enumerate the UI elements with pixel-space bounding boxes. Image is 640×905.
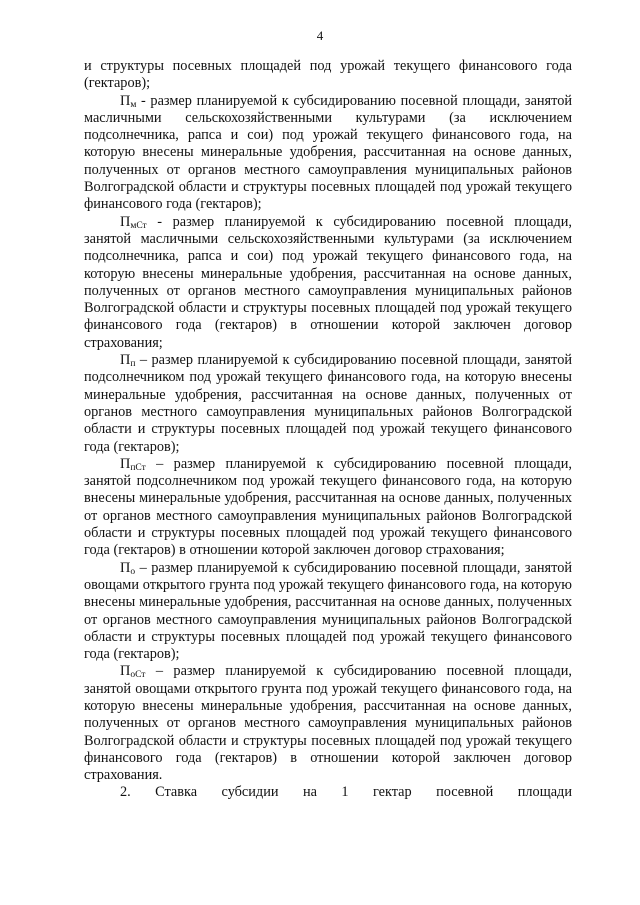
page-number: 4 xyxy=(316,28,324,43)
paragraph-text: – размер планируемой к субсидированию посевной площади, занятой подсолнечником под урожай текущего финансового года, на которую внесены минеральные удобрения, рассчитанная на основе данных, полученных от органов местного самоуправления муниципальных районов Волгоградской области и структуры посевных площадей под урожай текущего финансового года (гектаров); xyxy=(84,352,572,455)
paragraph-text: - размер планируемой к субсидированию посевной площади, занятой масличными сельскохозяйственными культурами (за исключением подсолнечника, рапса и сои) под урожай текущего финансового года, на которую внесены минеральные удобрения, рассчитанная на основе данных, полученных от органов местного самоуправления муниципальных районов Волгоградской области и структуры посевных площадей под урожай текущего финансового года (гектаров); xyxy=(84,92,572,213)
variable-subscript: м xyxy=(130,99,137,110)
variable-symbol: П xyxy=(120,455,131,472)
paragraph-po xyxy=(84,560,572,664)
document-body xyxy=(84,58,572,802)
paragraph-pp xyxy=(84,352,572,456)
variable-subscript: пСт xyxy=(130,462,146,473)
paragraph-ppst xyxy=(84,456,572,560)
paragraph-continuation: и структуры посевных площадей под урожай текущего финансового года (гектаров); xyxy=(84,58,572,92)
paragraph-pm xyxy=(84,93,572,214)
variable-symbol: П xyxy=(120,559,131,576)
variable-subscript: мСт xyxy=(130,220,147,231)
variable-subscript: п xyxy=(130,359,136,370)
variable-symbol: П xyxy=(120,352,131,369)
paragraph-pmst xyxy=(84,214,572,352)
paragraph-text: – размер планируемой к субсидированию посевной площади, занятой овощами открытого грунта под урожай текущего финансового года, на которую внесены минеральные удобрения, рассчитанная на основе данных, полученных от органов местного самоуправления муниципальных районов Волгоградской области и структуры посевных площадей под урожай текущего финансового года (гектаров) в отношении которой заключен договор страхования. xyxy=(84,663,572,784)
variable-symbol: П xyxy=(120,663,131,680)
variable-subscript: оСт xyxy=(130,670,146,681)
paragraph-text: - размер планируемой к субсидированию посевной площади, занятой масличными сельскохозяйственными культурами (за исключением подсолнечника, рапса и сои) под урожай текущего финансового года, на которую внесены минеральные удобрения, рассчитанная на основе данных, полученных от органов местного самоуправления муниципальных районов Волгоградской области и структуры посевных площадей под урожай текущего финансового года (гектаров) в отношении которой заключен договор страхования; xyxy=(84,213,572,351)
paragraph-text: – размер планируемой к субсидированию посевной площади, занятой овощами открытого грунта под урожай текущего финансового года, на которую внесены минеральные удобрения, рассчитанная на основе данных, полученных от органов местного самоуправления муниципальных районов Волгоградской области и структуры посевных площадей под урожай текущего финансового года (гектаров); xyxy=(84,559,572,663)
paragraph-post xyxy=(84,663,572,784)
paragraph-section-2: 2. Ставка субсидии на 1 гектар посевной площади xyxy=(120,784,572,801)
variable-subscript: о xyxy=(130,566,136,577)
variable-symbol: П xyxy=(120,213,131,230)
variable-symbol: П xyxy=(120,92,131,109)
paragraph-text: – размер планируемой к субсидированию посевной площади, занятой подсолнечником под урожай текущего финансового года, на которую внесены минеральные удобрения, рассчитанная на основе данных, полученных от органов местного самоуправления муниципальных районов Волгоградской области и структуры посевных площадей под урожай текущего финансового года (гектаров) в отношении которой заключен договор страхования; xyxy=(84,455,572,559)
